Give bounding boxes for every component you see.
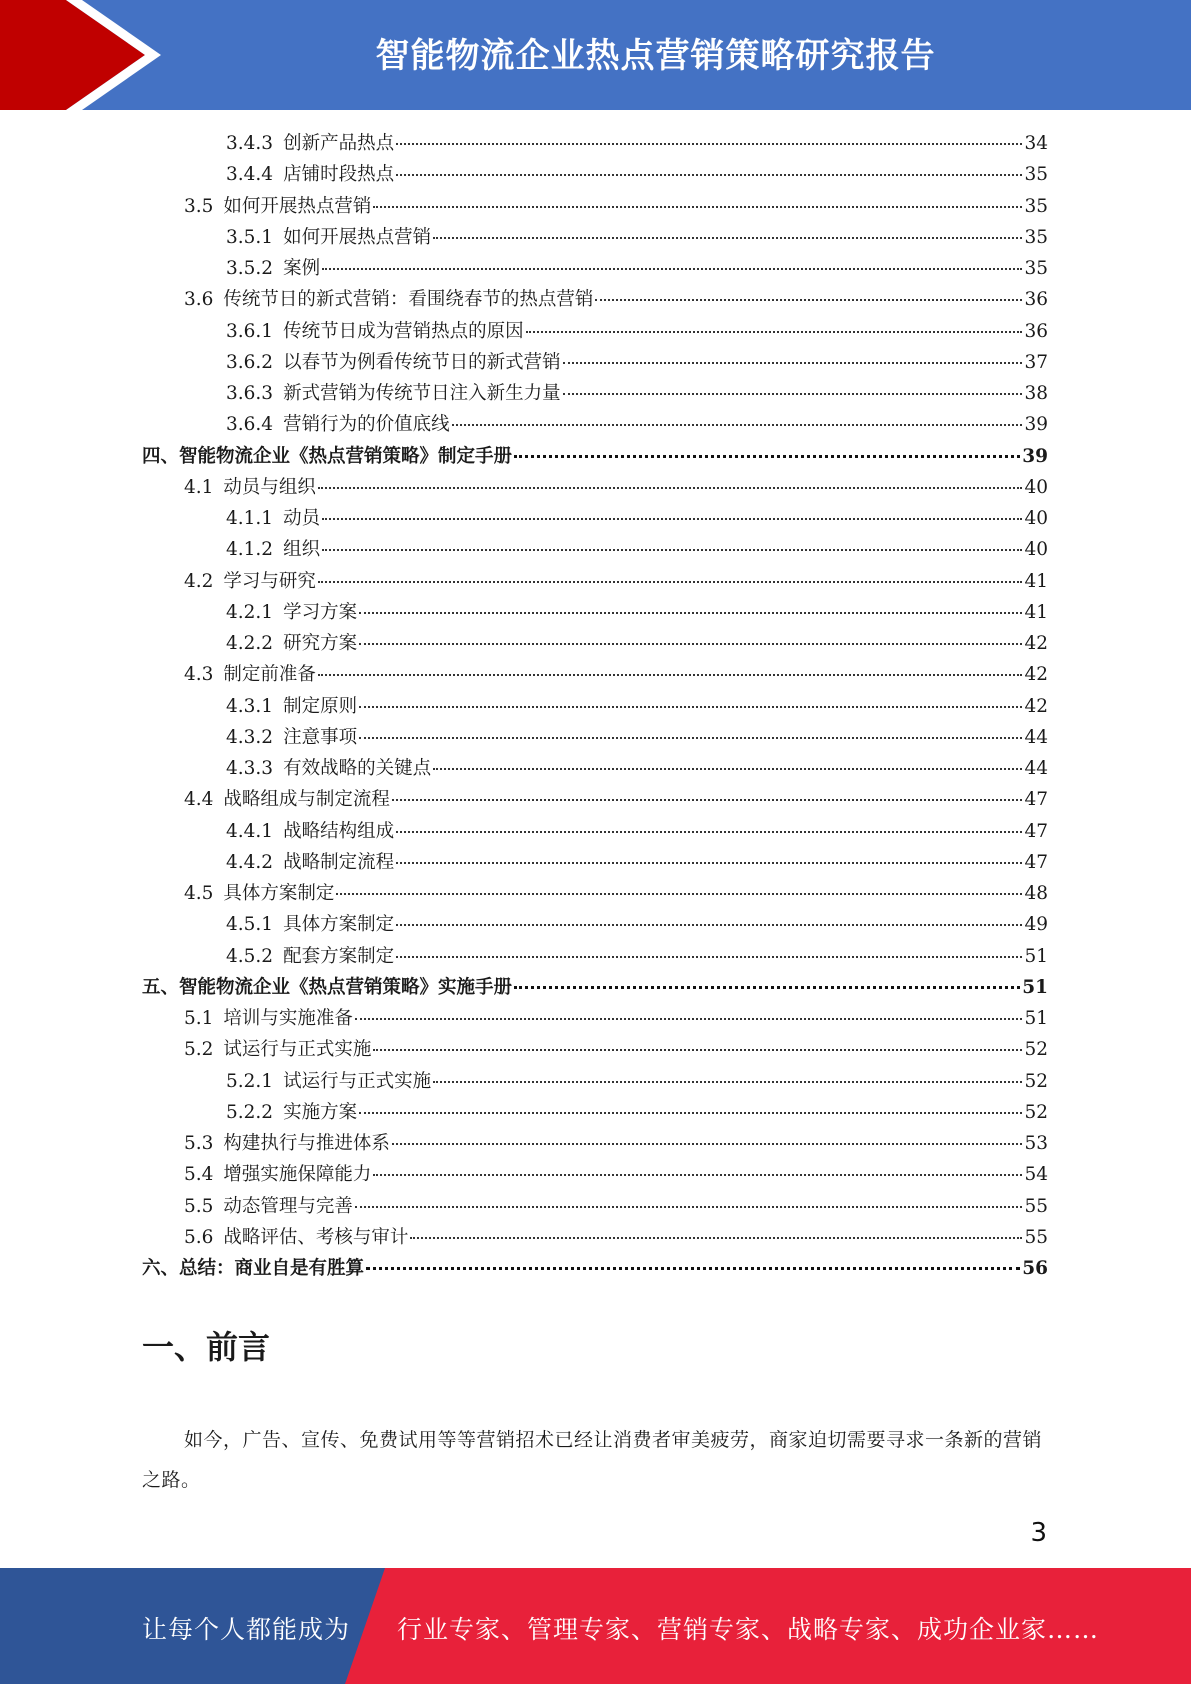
toc-entry-number: 4.2.1 xyxy=(226,601,274,623)
toc-dot-leader xyxy=(359,700,1022,708)
toc-entry-number: 5.2 xyxy=(184,1039,214,1061)
toc-entry-page: 35 xyxy=(1024,164,1048,186)
toc-entry-title: 战略制定流程 xyxy=(283,851,395,873)
toc-entry-number: 3.6.3 xyxy=(226,383,274,404)
toc-entry-title: 注意事项 xyxy=(283,726,358,748)
toc-entry[interactable] xyxy=(142,128,1048,159)
toc-dot-leader xyxy=(396,137,1022,145)
toc-entry[interactable] xyxy=(142,1253,1048,1284)
toc-dot-leader xyxy=(373,1043,1022,1051)
toc-entry-number: 3.6.2 xyxy=(226,351,274,373)
toc-entry-title: 店铺时段热点 xyxy=(283,164,395,186)
toc-entry[interactable] xyxy=(142,1128,1048,1159)
toc-entry[interactable] xyxy=(142,1066,1048,1097)
toc-entry[interactable] xyxy=(142,347,1048,378)
toc-entry-number: 4.5.2 xyxy=(226,945,274,967)
toc-entry[interactable] xyxy=(142,816,1048,847)
toc-entry[interactable] xyxy=(142,1034,1048,1065)
toc-entry-title: 具体方案制定 xyxy=(283,914,395,936)
toc-entry-number: 4.4.1 xyxy=(226,820,274,842)
toc-entry[interactable] xyxy=(142,409,1048,440)
toc-entry-number: 4.4 xyxy=(184,789,214,811)
toc-entry-title: 构建执行与推进体系 xyxy=(223,1133,390,1154)
toc-entry-number: 5.3 xyxy=(184,1133,214,1154)
toc-entry-title: 研究方案 xyxy=(283,633,358,654)
toc-entry-title: 传统节日的新式营销：看围绕春节的热点营销 xyxy=(223,289,594,311)
footer-slogan-left: 让每个人都能成为 xyxy=(142,1615,351,1644)
toc-entry[interactable] xyxy=(142,597,1048,628)
toc-entry[interactable] xyxy=(142,316,1048,347)
toc-entry[interactable] xyxy=(142,378,1048,409)
toc-dot-leader xyxy=(318,575,1023,583)
toc-entry-page: 35 xyxy=(1024,226,1048,248)
section-heading: 一、前言 xyxy=(142,1328,271,1366)
toc-entry-number: 4.5 xyxy=(184,883,214,904)
toc-entry-title: 试运行与正式实施 xyxy=(223,1039,372,1061)
toc-entry[interactable] xyxy=(142,566,1048,597)
toc-dot-leader xyxy=(355,1200,1023,1208)
toc-entry-title: 试运行与正式实施 xyxy=(283,1070,432,1092)
toc-entry[interactable] xyxy=(142,503,1048,534)
toc-entry-page: 52 xyxy=(1024,1101,1048,1123)
toc-entry-number: 3.5.2 xyxy=(226,258,274,279)
toc-entry-title: 战略评估、考核与审计 xyxy=(223,1226,409,1248)
toc-entry-page: 48 xyxy=(1024,883,1048,904)
toc-entry-title: 具体方案制定 xyxy=(223,883,335,904)
toc-entry-title: 实施方案 xyxy=(283,1101,358,1123)
toc-entry[interactable] xyxy=(142,222,1048,253)
toc-entry-title: 增强实施保障能力 xyxy=(223,1164,372,1186)
toc-entry[interactable] xyxy=(142,972,1048,1003)
toc-dot-leader xyxy=(318,481,1023,489)
toc-dot-leader xyxy=(433,231,1022,239)
toc-entry-number: 3.4.4 xyxy=(226,164,274,186)
toc-dot-leader xyxy=(514,980,1020,989)
toc-entry-page: 42 xyxy=(1024,664,1048,686)
page-number: 3 xyxy=(1030,1518,1047,1548)
table-of-contents xyxy=(142,128,1048,1284)
toc-entry-page: 51 xyxy=(1022,976,1048,998)
toc-dot-leader xyxy=(396,825,1022,833)
toc-entry[interactable] xyxy=(142,909,1048,940)
toc-entry-page: 34 xyxy=(1024,133,1048,154)
toc-entry[interactable] xyxy=(142,1222,1048,1253)
toc-entry-title: 创新产品热点 xyxy=(283,133,395,154)
toc-entry-number: 4.2.2 xyxy=(226,633,274,654)
toc-dot-leader xyxy=(322,262,1022,270)
toc-entry-page: 41 xyxy=(1024,601,1048,623)
toc-dot-leader xyxy=(355,1012,1023,1020)
toc-dot-leader xyxy=(410,1231,1022,1239)
toc-entry-page: 53 xyxy=(1024,1133,1048,1154)
toc-entry[interactable] xyxy=(142,628,1048,659)
page-header xyxy=(0,0,1191,110)
toc-entry-number: 四、 xyxy=(142,445,180,467)
toc-entry-number: 5.2.1 xyxy=(226,1070,274,1092)
toc-dot-leader xyxy=(433,1075,1022,1083)
toc-entry-page: 36 xyxy=(1024,289,1048,311)
toc-entry-title: 如何开展热点营销 xyxy=(283,226,432,248)
toc-entry-title: 学习与研究 xyxy=(223,570,316,592)
toc-entry-page: 38 xyxy=(1024,383,1048,404)
toc-entry-number: 4.1 xyxy=(184,476,214,498)
toc-entry-page: 52 xyxy=(1024,1070,1048,1092)
toc-entry-title: 案例 xyxy=(283,258,321,279)
toc-dot-leader xyxy=(373,1168,1022,1176)
toc-dot-leader xyxy=(452,418,1023,426)
toc-entry-page: 44 xyxy=(1024,758,1048,779)
toc-dot-leader xyxy=(392,793,1023,801)
toc-entry-number: 3.6.1 xyxy=(226,320,274,342)
toc-entry-title: 制定原则 xyxy=(283,695,358,717)
toc-entry-title: 学习方案 xyxy=(283,601,358,623)
toc-entry[interactable] xyxy=(142,284,1048,315)
toc-entry-number: 5.4 xyxy=(184,1164,214,1186)
toc-entry-page: 52 xyxy=(1024,1039,1048,1061)
toc-entry[interactable] xyxy=(142,159,1048,190)
toc-entry[interactable] xyxy=(142,534,1048,565)
toc-entry-page: 56 xyxy=(1022,1258,1048,1279)
toc-entry-number: 4.3.1 xyxy=(226,695,274,717)
toc-entry-title: 组织 xyxy=(283,539,321,561)
toc-entry-number: 5.6 xyxy=(184,1226,214,1248)
footer-slogan-right: 行业专家、管理专家、营销专家、战略专家、成功企业家…… xyxy=(397,1615,1100,1644)
toc-dot-leader xyxy=(563,387,1023,395)
toc-entry-title: 新式营销为传统节日注入新生力量 xyxy=(283,383,561,404)
toc-dot-leader xyxy=(563,356,1023,364)
toc-entry-title: 动员与组织 xyxy=(223,476,316,498)
toc-entry[interactable] xyxy=(142,847,1048,878)
toc-dot-leader xyxy=(359,637,1022,645)
toc-dot-leader xyxy=(336,887,1022,895)
toc-entry-title: 战略组成与制定流程 xyxy=(223,789,390,811)
toc-entry-number: 5.2.2 xyxy=(226,1101,274,1123)
toc-entry-number: 4.3.3 xyxy=(226,758,274,779)
toc-entry-page: 40 xyxy=(1024,476,1048,498)
toc-dot-leader xyxy=(526,325,1023,333)
toc-entry-title: 动态管理与完善 xyxy=(223,1195,353,1217)
toc-entry[interactable] xyxy=(142,941,1048,972)
toc-entry-page: 51 xyxy=(1024,945,1048,967)
toc-entry-number: 五、 xyxy=(142,976,180,998)
toc-entry-page: 47 xyxy=(1024,820,1048,842)
toc-entry[interactable] xyxy=(142,191,1048,222)
toc-dot-leader xyxy=(514,449,1020,458)
toc-entry-number: 4.3.2 xyxy=(226,726,274,748)
toc-entry[interactable] xyxy=(142,878,1048,909)
toc-entry-number: 3.4.3 xyxy=(226,133,274,154)
toc-entry-title: 制定前准备 xyxy=(223,664,316,686)
toc-entry-title: 总结：商业自是有胜算 xyxy=(179,1258,365,1279)
toc-dot-leader xyxy=(359,731,1022,739)
toc-entry-page: 42 xyxy=(1024,633,1048,654)
report-title: 智能物流企业热点营销策略研究报告 xyxy=(375,36,936,76)
toc-entry-page: 39 xyxy=(1024,414,1048,436)
toc-dot-leader xyxy=(396,950,1022,958)
toc-dot-leader xyxy=(322,543,1022,551)
toc-entry-page: 37 xyxy=(1024,351,1048,373)
toc-dot-leader xyxy=(318,668,1023,676)
toc-dot-leader xyxy=(359,1106,1022,1114)
toc-entry-page: 41 xyxy=(1024,570,1048,592)
toc-entry-page: 51 xyxy=(1024,1008,1048,1029)
toc-entry-number: 4.1.2 xyxy=(226,539,274,561)
toc-dot-leader xyxy=(433,762,1022,770)
toc-entry[interactable] xyxy=(142,1191,1048,1222)
toc-entry[interactable] xyxy=(142,1003,1048,1034)
toc-dot-leader xyxy=(366,1261,1020,1270)
toc-dot-leader xyxy=(373,200,1022,208)
toc-entry-page: 47 xyxy=(1024,789,1048,811)
toc-entry[interactable] xyxy=(142,1097,1048,1128)
toc-entry-page: 55 xyxy=(1024,1226,1048,1248)
toc-entry-page: 40 xyxy=(1024,539,1048,561)
toc-dot-leader xyxy=(595,293,1022,301)
intro-paragraph: 如今，广告、宣传、免费试用等等营销招术已经让消费者审美疲劳，商家迫切需要寻求一条新的营销之路。 xyxy=(142,1429,1043,1491)
toc-entry-page: 42 xyxy=(1024,695,1048,717)
toc-entry-page: 44 xyxy=(1024,726,1048,748)
page-footer xyxy=(0,1568,1191,1684)
toc-entry-title: 以春节为例看传统节日的新式营销 xyxy=(283,351,561,373)
toc-entry-title: 动员 xyxy=(283,508,321,529)
toc-entry-page: 35 xyxy=(1024,258,1048,279)
toc-entry-title: 营销行为的价值底线 xyxy=(283,414,450,436)
toc-entry-page: 49 xyxy=(1024,914,1048,936)
toc-dot-leader xyxy=(359,606,1022,614)
toc-dot-leader xyxy=(396,918,1022,926)
toc-entry-number: 3.5.1 xyxy=(226,226,274,248)
toc-entry-title: 培训与实施准备 xyxy=(223,1008,353,1029)
toc-entry[interactable] xyxy=(142,659,1048,690)
toc-entry[interactable] xyxy=(142,753,1048,784)
toc-entry-page: 47 xyxy=(1024,851,1048,873)
toc-entry-number: 5.1 xyxy=(184,1008,214,1029)
toc-entry[interactable] xyxy=(142,691,1048,722)
toc-entry-number: 3.6 xyxy=(184,289,214,311)
toc-entry-title: 配套方案制定 xyxy=(283,945,395,967)
toc-entry-number: 5.5 xyxy=(184,1195,214,1217)
toc-entry-page: 40 xyxy=(1024,508,1048,529)
toc-entry-title: 有效战略的关键点 xyxy=(283,758,432,779)
toc-entry-page: 36 xyxy=(1024,320,1048,342)
toc-entry-page: 55 xyxy=(1024,1195,1048,1217)
toc-entry-page: 54 xyxy=(1024,1164,1048,1186)
toc-entry-number: 3.5 xyxy=(184,195,214,217)
toc-dot-leader xyxy=(392,1137,1023,1145)
toc-entry-title: 智能物流企业《热点营销策略》实施手册 xyxy=(179,976,513,998)
toc-entry-title: 智能物流企业《热点营销策略》制定手册 xyxy=(179,445,513,467)
toc-entry-page: 35 xyxy=(1024,195,1048,217)
toc-entry-number: 4.1.1 xyxy=(226,508,274,529)
toc-dot-leader xyxy=(396,168,1022,176)
toc-entry-number: 六、 xyxy=(142,1258,180,1279)
toc-entry[interactable] xyxy=(142,722,1048,753)
toc-entry-page: 39 xyxy=(1022,445,1048,467)
toc-entry-number: 4.4.2 xyxy=(226,851,274,873)
toc-entry[interactable] xyxy=(142,784,1048,815)
toc-entry-title: 传统节日成为营销热点的原因 xyxy=(283,320,524,342)
toc-dot-leader xyxy=(322,512,1022,520)
toc-entry[interactable] xyxy=(142,1159,1048,1190)
toc-entry-title: 如何开展热点营销 xyxy=(223,195,372,217)
toc-entry[interactable] xyxy=(142,253,1048,284)
toc-entry-number: 4.5.1 xyxy=(226,914,274,936)
toc-dot-leader xyxy=(396,856,1022,864)
toc-entry[interactable] xyxy=(142,472,1048,503)
toc-entry-number: 4.3 xyxy=(184,664,214,686)
toc-entry-number: 3.6.4 xyxy=(226,414,274,436)
toc-entry[interactable] xyxy=(142,441,1048,472)
toc-entry-title: 战略结构组成 xyxy=(283,820,395,842)
toc-entry-number: 4.2 xyxy=(184,570,214,592)
